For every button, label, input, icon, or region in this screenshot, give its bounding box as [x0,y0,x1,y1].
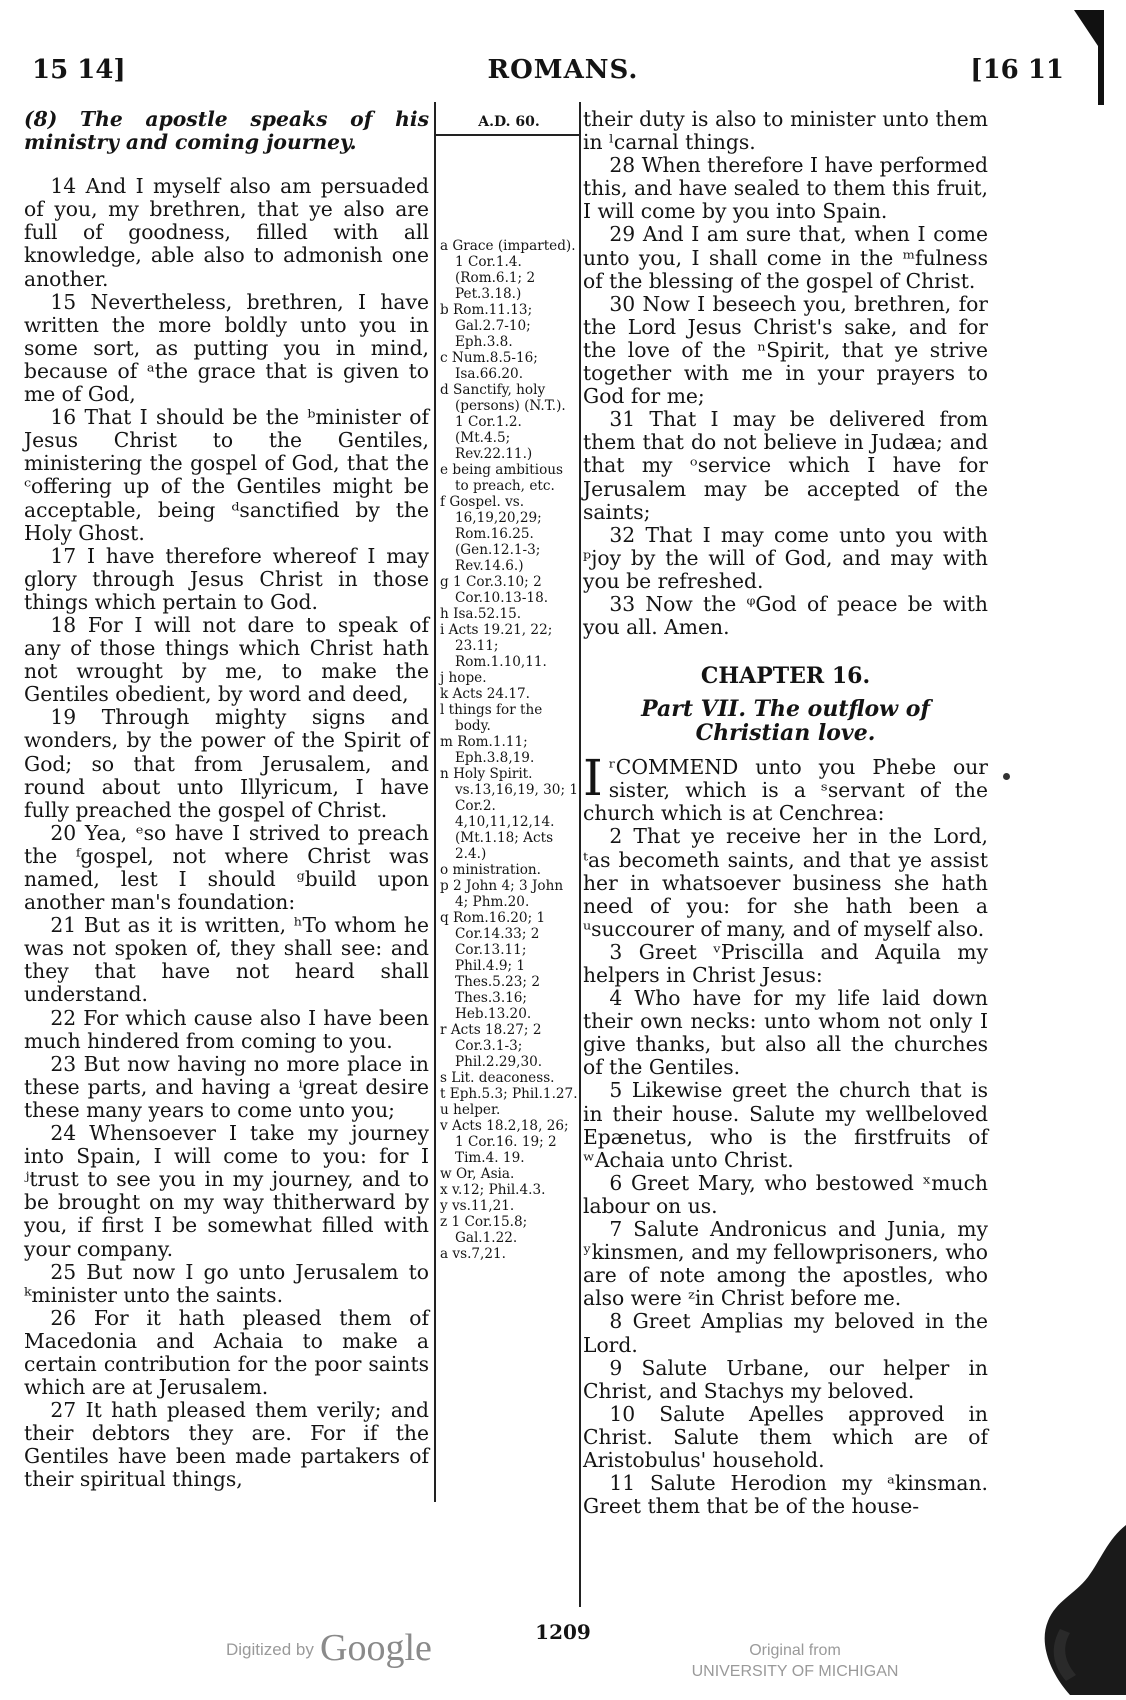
chapter-opening-paragraph [583,749,988,826]
cross-reference-note: m Rom.1.11; Eph.3.8,19. [440,734,535,766]
verse-paragraph: 30 Now I beseech you, brethren, for the Lord Jesus Christ's sake, and for the love of the ⁿSpirit, that ye strive together with me in your prayers to God for me; [583,291,988,409]
page-edge-blot [1030,1525,1126,1695]
verse-paragraph: 18 For I will not dare to speak of any of those things which Christ hath not wrought by me, to make the Gentiles obedient, by word and deed, [24,612,429,707]
header-book-title: ROMANS. [487,55,639,85]
cross-reference-note: f Gospel. vs. 16,19,20,29; Rom.16.25. (Gen.12.1-3; Rev.14.6.) [440,494,542,574]
verse-paragraph: 23 But now having no more place in these parts, and having a ⁱgreat desire these many years to come unto you; [24,1051,429,1122]
cross-reference-note: u helper. [440,1102,501,1118]
cross-reference-note: o ministration. [440,862,541,878]
cross-reference-note: b Rom.11.13; Gal.2.7-10; Eph.3.8. [440,302,533,350]
header-chapter-verse-left: 15 14] [32,55,126,85]
chapter-heading: CHAPTER 16. [700,663,871,690]
cross-reference-list [440,238,578,1262]
provenance-note [675,1640,915,1682]
verse-paragraph: 33 Now the ᵠGod of peace be with you all. Amen. [583,591,988,640]
cross-reference-note: a Grace (imparted). 1 Cor.1.4. (Rom.6.1; 2 Pet.3.18.) [440,238,576,302]
drop-cap: I [583,749,603,808]
verse-paragraph: 2 That ye receive her in the Lord, ᵗas becometh saints, and that ye assist her in whatsoever business she hath need of you: for she hath been a ᵘsuccourer of many, and of myself also. [583,824,988,941]
verse-paragraph: 15 Nevertheless, brethren, I have written the more boldly unto you in some sort, as putting you in mind, because of ᵃthe grace that is given to me of God, [24,289,429,407]
cross-reference-note: w Or, Asia. [440,1166,515,1182]
verse-paragraph: 8 Greet Amplias my beloved in the Lord. [583,1309,988,1357]
verse-paragraph: 5 Likewise greet the church that is in their house. Salute my wellbeloved Epænetus, who is the firstfruits of ʷAchaia unto Christ. [583,1078,988,1172]
google-logo: Google [320,1627,432,1669]
verse-paragraph: 28 When therefore I have performed this, and have sealed to them this fruit, I will come by you into Spain. [583,153,988,224]
cross-reference-note: z 1 Cor.15.8; Gal.1.22. [440,1214,528,1246]
cross-reference-note: c Num.8.5-16; Isa.66.20. [440,350,538,382]
digitized-by-label: Digitized by [226,1640,314,1659]
verse-paragraph: 31 That I may be delivered from them that do not believe in Judæa; and that my ᵒservice which I have for Jerusalem may be accepted of the saints; [583,407,988,524]
university-label: UNIVERSITY OF MICHIGAN [691,1663,899,1680]
cross-reference-note: l things for the body. [440,702,543,734]
verse-paragraph: 19 Through mighty signs and wonders, by the power of the Spirit of God; so that from Jerusalem, and round about unto Illyricum, I have fully preached the gospel of Christ. [24,705,429,822]
verse-paragraph: 10 Salute Apelles approved in Christ. Salute them which are of Aristobulus' household. [583,1401,988,1472]
verse-paragraph: 21 But as it is written, ʰTo whom he was not spoken of, they shall see: and they that have not heard shall understand. [24,913,429,1007]
verse-paragraph: 25 But now I go unto Jerusalem to ᵏminister unto the saints. [24,1259,429,1307]
verse-paragraph: 7 Salute Andronicus and Junia, my ʸkinsmen, and my fellowprisoners, who are of note among the apostles, who also were ᶻin Christ before me. [583,1217,988,1311]
part-heading: Part VII. The outflow of Christian love. [641,696,930,747]
date-label: A.D. 60. [478,114,540,130]
cross-reference-note: x v.12; Phil.4.3. [440,1182,546,1198]
reference-column [440,108,578,1262]
cross-reference-note: r Acts 18.27; 2 Cor.3.1-3; Phil.2.29,30. [440,1022,543,1070]
left-text-column [24,108,429,1492]
cross-reference-note: q Rom.16.20; 1 Cor.14.33; 2 Cor.13.11; Phil.4.9; 1 Thes.5.23; 2 Thes.3.16; Heb.13.20. [440,910,546,1022]
cross-reference-note: h Isa.52.15. [440,606,522,622]
cross-reference-note: e being ambitious to preach, etc. [440,462,564,494]
verse-paragraph: 32 That I may come unto you with ᵖjoy by the will of God, and may with you be refreshed. [583,522,988,593]
opening-verse-text: ʳCOMMEND unto you Phebe our sister, which is a ˢservant of the church which is at Cenchrea: [583,755,988,826]
cross-reference-note: i Acts 19.21, 22; 23.11; Rom.1.10,11. [440,622,553,670]
page-corner-mark [1074,10,1106,105]
margin-dot [1003,773,1010,780]
cross-reference-note: k Acts 24.17. [440,686,530,702]
cross-reference-note: a vs.7,21. [440,1246,506,1262]
right-column-rule [579,102,581,1607]
header-chapter-verse-right: [16 11 [970,55,1064,85]
verse-paragraph: 24 Whensoever I take my journey into Spain, I will come to you: for I ʲtrust to see you in my journey, and to be brought on my way thitherward by you, if first I be somewhat filled with your company. [24,1121,429,1261]
verse-paragraph: 27 It hath pleased them verily; and their debtors they are. For if the Gentiles have been made partakers of their spiritual things, [24,1398,429,1492]
cross-reference-note: p 2 John 4; 3 John 4; Phm.20. [440,878,564,910]
cross-reference-note: j hope. [440,670,487,686]
verse-paragraph: 17 I have therefore whereof I may glory through Jesus Christ in those things which pertain to God. [24,543,429,614]
verse-paragraph: 26 For it hath pleased them of Macedonia and Achaia to make a certain contribution for the poor saints which are at Jerusalem. [24,1305,429,1400]
cross-reference-note: y vs.11,21. [440,1198,515,1214]
verse-paragraph: 20 Yea, ᵉso have I strived to preach the ᶠgospel, not where Christ was named, lest I should ᵍbuild upon another man's foundation: [24,820,429,915]
page-number: 1209 [535,1620,591,1644]
verse-paragraph: 22 For which cause also I have been much hindered from coming to you. [24,1005,429,1053]
section-heading: (8) The apostle speaks of his ministry and coming journey. [24,107,429,155]
verse-paragraph: 29 And I am sure that, when I come unto you, I shall come in the ᵐfulness of the blessing of the gospel of Christ. [583,222,988,293]
verse-paragraph: 16 That I should be the ᵇminister of Jesus Christ to the Gentiles, ministering the gospel of God, that the ᶜoffering up of the Gentiles might be acceptable, being ᵈsanctified by the Holy Ghost. [24,405,429,545]
verse-paragraph: 9 Salute Urbane, our helper in Christ, and Stachys my beloved. [583,1355,988,1403]
verse-continuation: their duty is also to minister unto them in ˡcarnal things. [583,107,988,155]
verse-paragraph: 3 Greet ᵛPriscilla and Aquila my helpers in Christ Jesus: [583,939,988,987]
cross-reference-note: t Eph.5.3; Phil.1.27. [440,1086,578,1102]
cross-reference-note: n Holy Spirit. vs.13,16,19, 30; 1 Cor.2. 4,10,11,12,14. (Mt.1.18; Acts 2.4.) [440,766,579,862]
verse-paragraph: 6 Greet Mary, who bestowed ˣmuch labour on us. [583,1170,988,1218]
cross-reference-note: v Acts 18.2,18, 26; 1 Cor.16. 19; 2 Tim.4. 19. [440,1118,569,1166]
verse-paragraph: 14 And I myself also am persuaded of you, my brethren, that ye also are full of goodness, filled with all knowledge, able also to admonish one another. [24,174,429,291]
verse-paragraph: 4 Who have for my life laid down their own necks: unto whom not only I give thanks, but also all the churches of the Gentiles. [583,986,988,1080]
cross-reference-note: g 1 Cor.3.10; 2 Cor.10.13-18. [440,574,549,606]
cross-reference-note: d Sanctify, holy (persons) (N.T.). 1 Cor.1.2. (Mt.4.5; Rev.22.11.) [440,382,566,462]
original-from-label: Original from [749,1642,841,1659]
left-column-rule [434,102,436,1502]
verse-paragraph: 11 Salute Herodion my ᵃkinsman. Greet them that be of the house- [583,1471,988,1519]
cross-reference-note: s Lit. deaconess. [440,1070,555,1086]
right-text-column [583,108,988,1518]
